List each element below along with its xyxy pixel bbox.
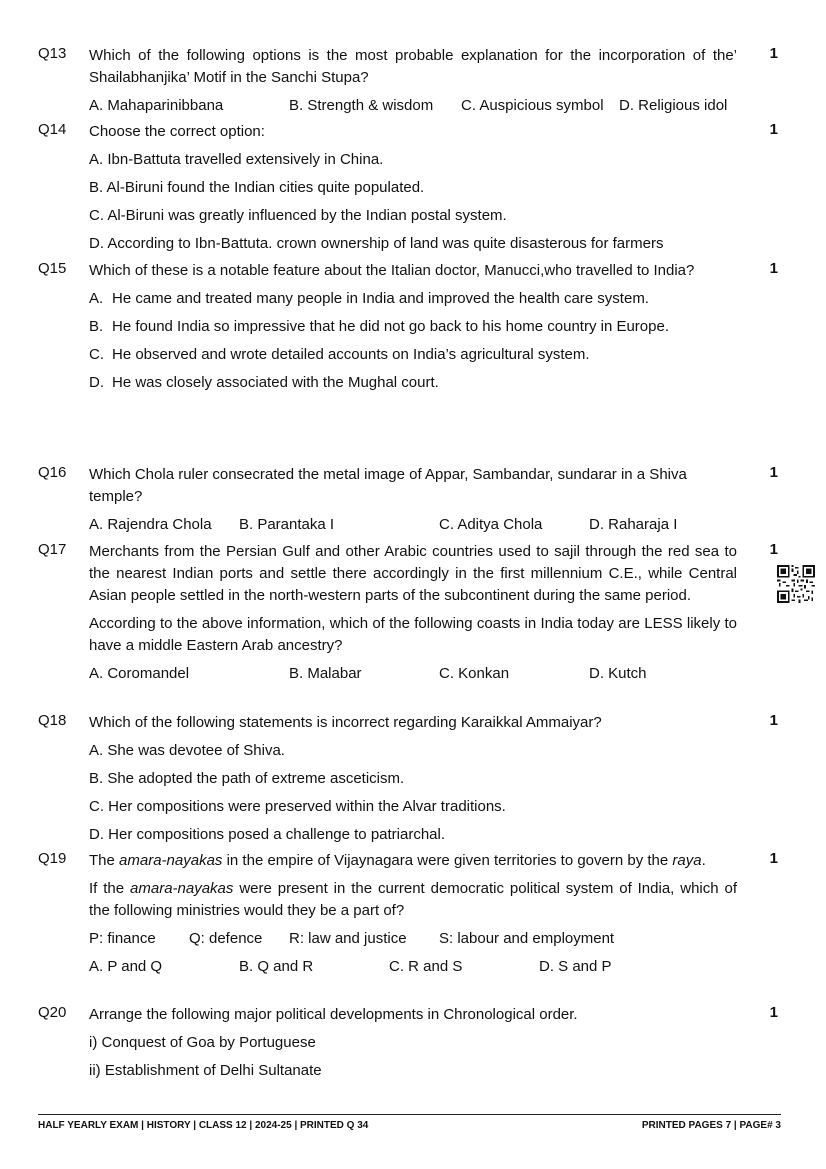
item-p: P: finance bbox=[89, 930, 156, 947]
question-number: Q15 bbox=[38, 260, 67, 277]
qr-code-icon bbox=[777, 565, 815, 603]
question-marks: 1 bbox=[769, 541, 778, 558]
question-text: Which of the following options is the most probable explanation for the incorporation of the’ Shailabhanjika’ Motif in the Sanchi Stupa? bbox=[89, 47, 737, 86]
question-number: Q18 bbox=[38, 712, 67, 729]
options-row bbox=[89, 956, 737, 978]
option-c: C. R and S bbox=[389, 958, 463, 975]
option-d: D. S and P bbox=[539, 958, 612, 975]
question-13 bbox=[38, 45, 778, 123]
question-text: If the amara-nayakas were present in the current democratic political system of India, which of the following ministries would they be a part of? bbox=[89, 880, 738, 919]
option-d: D. Kutch bbox=[589, 665, 647, 682]
option-d: D. He was closely associated with the Mughal court. bbox=[89, 374, 439, 391]
question-number: Q19 bbox=[38, 850, 67, 867]
option-b: B. Malabar bbox=[289, 665, 362, 682]
option-c: C. Auspicious symbol bbox=[461, 97, 604, 114]
footer-left: HALF YEARLY EXAM | HISTORY | CLASS 12 | 2024-25 | PRINTED Q 34 bbox=[38, 1120, 369, 1131]
question-18 bbox=[38, 712, 778, 852]
option-d: D. Religious idol bbox=[619, 97, 728, 114]
option-d: D. Her compositions posed a challenge to patriarchal. bbox=[89, 826, 446, 843]
option-b: B. Parantaka I bbox=[239, 516, 335, 533]
question-statement: The amara-nayakas in the empire of Vijaynagara were given territories to govern by the raya. bbox=[89, 852, 706, 869]
option-b: B. He found India so impressive that he did not go back to his home country in Europe. bbox=[89, 318, 669, 335]
option-b: B. She adopted the path of extreme asceticism. bbox=[89, 770, 405, 787]
footer-right: PRINTED PAGES 7 | PAGE# 3 bbox=[641, 1120, 781, 1131]
question-text: Which Chola ruler consecrated the metal image of Appar, Sambandar, sundarar in a Shiva temple? bbox=[89, 466, 687, 505]
option-a: A. Mahaparinibbana bbox=[89, 97, 224, 114]
question-marks: 1 bbox=[769, 464, 778, 481]
item-r: R: law and justice bbox=[289, 930, 407, 947]
question-marks: 1 bbox=[769, 1004, 778, 1021]
item-q: Q: defence bbox=[189, 930, 263, 947]
options-row bbox=[89, 663, 737, 685]
option-c: C. Aditya Chola bbox=[439, 516, 543, 533]
option-c: C. Her compositions were preserved within the Alvar traditions. bbox=[89, 798, 506, 815]
option-c: C. Konkan bbox=[439, 665, 510, 682]
question-marks: 1 bbox=[769, 121, 778, 138]
option-b: B. Al-Biruni found the Indian cities quite populated. bbox=[89, 179, 425, 196]
question-text: Which of the following statements is incorrect regarding Karaikkal Ammaiyar? bbox=[89, 714, 602, 731]
footer-divider bbox=[38, 1114, 781, 1115]
question-number: Q16 bbox=[38, 464, 67, 481]
question-17 bbox=[38, 541, 778, 691]
options-row bbox=[89, 514, 737, 536]
question-number: Q17 bbox=[38, 541, 67, 558]
question-16 bbox=[38, 464, 778, 542]
question-text: Arrange the following major political developments in Chronological order. bbox=[89, 1006, 578, 1023]
question-15 bbox=[38, 260, 778, 400]
question-20 bbox=[38, 1004, 778, 1088]
question-marks: 1 bbox=[769, 850, 778, 867]
option-a: A. She was devotee of Shiva. bbox=[89, 742, 285, 759]
item-s: S: labour and employment bbox=[439, 930, 615, 947]
option-d: D. According to Ibn-Battuta. crown ownership of land was quite disasterous for farmers bbox=[89, 235, 664, 252]
question-14 bbox=[38, 121, 778, 261]
items-row bbox=[89, 928, 737, 950]
question-marks: 1 bbox=[769, 712, 778, 729]
item-ii: ii) Establishment of Delhi Sultanate bbox=[89, 1062, 322, 1079]
question-text: Choose the correct option: bbox=[89, 123, 265, 140]
question-number: Q13 bbox=[38, 45, 67, 62]
question-text: According to the above information, which of the following coasts in India today are LESS likely to have a middle Eastern Arab ancestry? bbox=[89, 615, 737, 654]
option-a: A. Ibn-Battuta travelled extensively in China. bbox=[89, 151, 384, 168]
options-row bbox=[89, 95, 737, 117]
option-a: A. Coromandel bbox=[89, 665, 190, 682]
option-c: C. He observed and wrote detailed accounts on India’s agricultural system. bbox=[89, 346, 590, 363]
question-number: Q20 bbox=[38, 1004, 67, 1021]
question-number: Q14 bbox=[38, 121, 67, 138]
option-b: B. Strength & wisdom bbox=[289, 97, 434, 114]
option-a: A. P and Q bbox=[89, 958, 163, 975]
option-c: C. Al-Biruni was greatly influenced by the Indian postal system. bbox=[89, 207, 507, 224]
question-text: Which of these is a notable feature about the Italian doctor, Manucci,who travelled to India? bbox=[89, 262, 695, 279]
item-i: i) Conquest of Goa by Portuguese bbox=[89, 1034, 316, 1051]
option-a: A. Rajendra Chola bbox=[89, 516, 212, 533]
question-marks: 1 bbox=[769, 45, 778, 62]
option-a: A. He came and treated many people in India and improved the health care system. bbox=[89, 290, 649, 307]
option-d: D. Raharaja I bbox=[589, 516, 678, 533]
option-b: B. Q and R bbox=[239, 958, 314, 975]
question-19 bbox=[38, 850, 778, 984]
question-marks: 1 bbox=[769, 260, 778, 277]
passage-text: Merchants from the Persian Gulf and other Arabic countries used to sajil through the red sea to the nearest Indian ports and settle there accordingly in the first millennium C.E., while Central Asian people settled in the north-western parts of the subcontinent during the same period. bbox=[89, 543, 737, 604]
